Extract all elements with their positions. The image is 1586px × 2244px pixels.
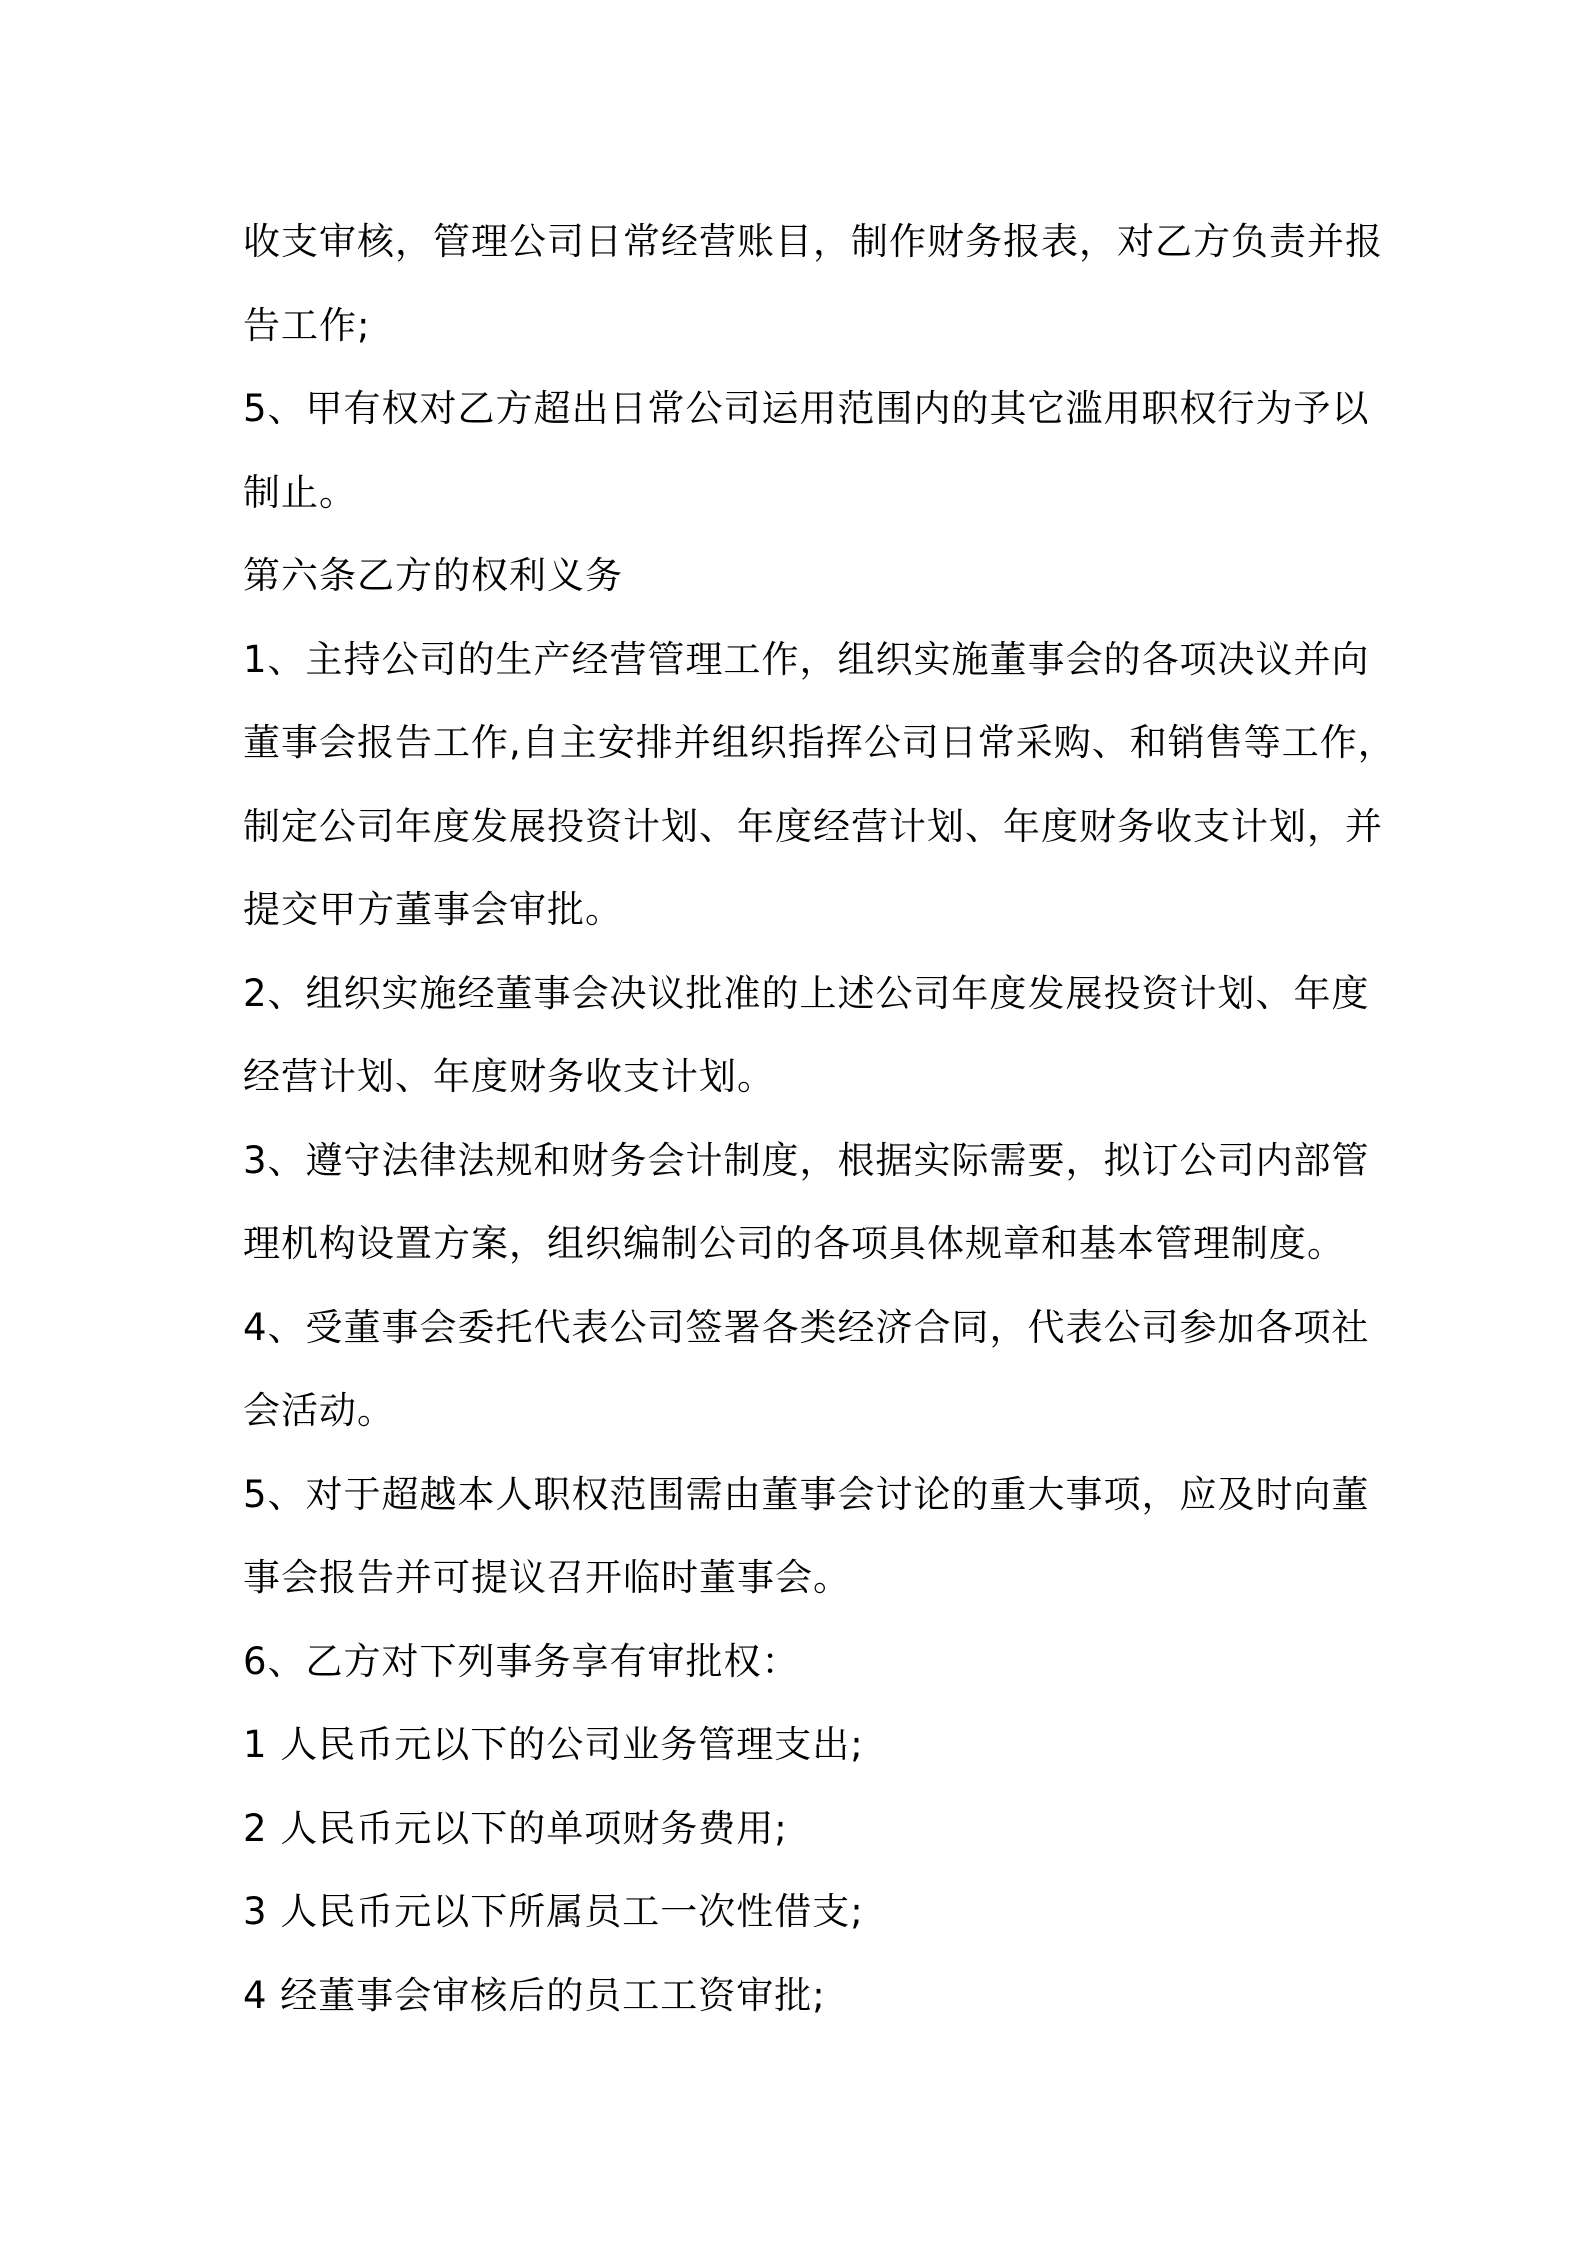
text-line: 1 人民币元以下的公司业务管理支出; <box>243 1723 864 1766</box>
text-line: 制止。 <box>243 470 357 514</box>
text-line: 收支审核，管理公司日常经营账目，制作财务报表，对乙方负责并报 <box>243 220 1383 263</box>
text-line: 5、甲有权对乙方超出日常公司运用范围内的其它滥用职权行为予以 <box>243 387 1370 430</box>
text-line: 4、受董事会委托代表公司签署各类经济合同，代表公司参加各项社 <box>243 1305 1370 1349</box>
text-line: 2、组织实施经董事会决议批准的上述公司年度发展投资计划、年度 <box>243 971 1370 1015</box>
text-line: 会活动。 <box>243 1389 395 1432</box>
text-line: 第六条乙方的权利义务 <box>243 554 623 597</box>
text-line: 制定公司年度发展投资计划、年度经营计划、年度财务收支计划，并 <box>243 804 1383 848</box>
text-line: 5、对于超越本人职权范围需由董事会讨论的重大事项，应及时向董 <box>243 1472 1370 1516</box>
text-line: 理机构设置方案，组织编制公司的各项具体规章和基本管理制度。 <box>243 1222 1345 1265</box>
text-line: 1、主持公司的生产经营管理工作，组织实施董事会的各项决议并向 <box>243 637 1370 681</box>
text-line: 6、乙方对下列事务享有审批权： <box>243 1639 800 1683</box>
text-line: 提交甲方董事会审批。 <box>243 888 623 931</box>
text-line: 3、遵守法律法规和财务会计制度，根据实际需要，拟订公司内部管 <box>243 1138 1370 1182</box>
text-line: 3 人民币元以下所属员工一次性借支; <box>243 1890 864 1933</box>
text-line: 事会报告并可提议召开临时董事会。 <box>243 1556 851 1599</box>
document-page <box>243 200 1396 2037</box>
text-line: 经营计划、年度财务收支计划。 <box>243 1055 775 1098</box>
text-line: 4 经董事会审核后的员工工资审批; <box>243 1973 826 2017</box>
text-line: 董事会报告工作,自主安排并组织指挥公司日常采购、和销售等工作， <box>243 721 1396 764</box>
text-line: 2 人民币元以下的单项财务费用; <box>243 1806 788 1850</box>
text-line: 告工作; <box>243 303 371 347</box>
